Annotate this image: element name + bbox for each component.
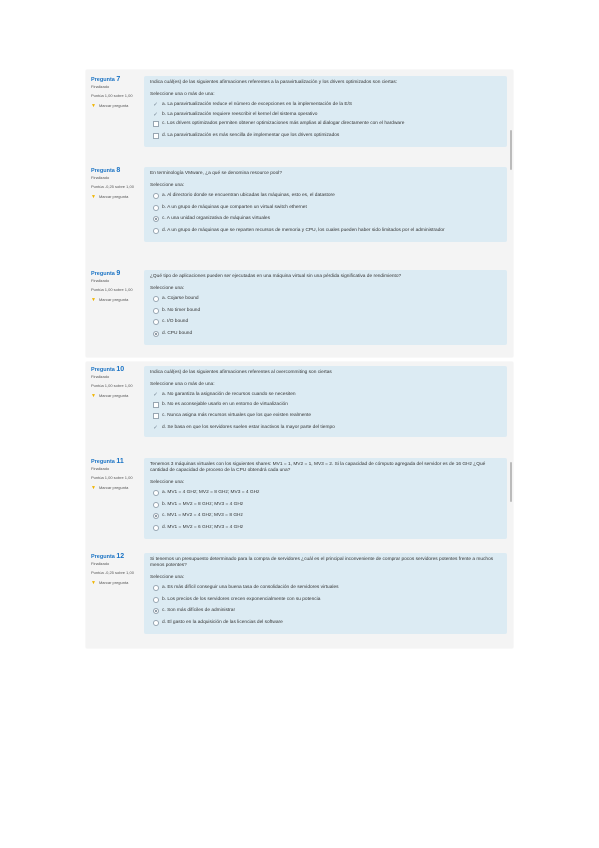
question-text: Indica cuál(es) de las siguientes afirmaciones referentes a la paravirtualización y los drivers optimizados son ciertas: bbox=[150, 80, 398, 85]
question-state: Finalizado bbox=[91, 175, 110, 180]
answer-option[interactable] bbox=[150, 400, 501, 412]
answer-option-label: b. No es aconsejable usarlo en un entorno de virtualización bbox=[162, 401, 288, 407]
question-number: Pregunta 12 bbox=[91, 553, 125, 560]
flag-question-link[interactable]: ▼ Marcar pregunta bbox=[91, 580, 129, 586]
radio-icon[interactable] bbox=[152, 597, 159, 605]
question-number: Pregunta 11 bbox=[91, 458, 124, 465]
question-content bbox=[144, 366, 507, 437]
answer-options bbox=[150, 191, 501, 237]
answer-option-label: a. Es más difícil conseguir una buena tasa de consolidación de servidores virtuales bbox=[162, 585, 339, 591]
radio-icon[interactable] bbox=[152, 296, 159, 304]
screenshot-panel-top bbox=[86, 70, 513, 357]
answer-option-label: b. MV1 = MV2 = 8 GHz; MV3 = 4 GHz bbox=[162, 501, 244, 507]
scrollbar[interactable] bbox=[510, 462, 512, 502]
answer-option[interactable] bbox=[150, 294, 501, 306]
question-text: Tenemos 3 máquinas virtuales con los siguientes shares: MV1 = 1, MV2 = 1, MV3 = 2. Si la capacidad de cómputo agregada del servidor es de 16 GHz ¿Qué cantidad de capacidad de proceso de la CPU obtendrá cada una? bbox=[150, 462, 486, 474]
question-score: Puntúa 1,00 sobre 1,00 bbox=[91, 475, 133, 480]
checkbox-icon[interactable] bbox=[152, 133, 159, 141]
answer-option-label: d. A un grupo de máquinas que se reparten recursos de memoria y CPU, los cuales pueden haber sido limitados por el administrador bbox=[162, 227, 445, 233]
answer-option[interactable] bbox=[150, 203, 501, 215]
checkbox-icon[interactable] bbox=[152, 425, 159, 431]
answer-option[interactable] bbox=[150, 226, 501, 238]
answer-option[interactable] bbox=[150, 595, 501, 607]
answer-option-label: d. El gasto en la adquisición de las licencias del software bbox=[162, 619, 283, 625]
question-info bbox=[91, 366, 143, 399]
question-content bbox=[144, 458, 507, 539]
screenshot-panel-bottom bbox=[86, 362, 513, 648]
answer-option-label: d. Se basa en que los servidores suelen estar inactivos la mayor parte del tiempo bbox=[162, 424, 335, 430]
flag-question-link[interactable]: ▼ Marcar pregunta bbox=[91, 103, 129, 109]
answer-option[interactable] bbox=[150, 131, 501, 143]
flag-icon: ▼ bbox=[91, 103, 96, 109]
question-score: Puntúa 1,00 sobre 1,00 bbox=[91, 383, 133, 388]
answer-option[interactable] bbox=[150, 100, 501, 110]
radio-icon[interactable] bbox=[152, 513, 159, 521]
answer-option-label: d. MV1 = MV2 = 6 GHz; MV3 = 4 GHz bbox=[162, 524, 244, 530]
question-content bbox=[144, 553, 507, 634]
radio-icon[interactable] bbox=[152, 216, 159, 224]
question-content bbox=[144, 76, 507, 147]
flag-icon: ▼ bbox=[91, 580, 96, 586]
radio-icon[interactable] bbox=[152, 331, 159, 339]
flag-icon: ▼ bbox=[91, 297, 96, 303]
radio-icon[interactable] bbox=[152, 319, 159, 327]
answer-option[interactable] bbox=[150, 329, 501, 341]
radio-icon[interactable] bbox=[152, 490, 159, 498]
answer-option[interactable] bbox=[150, 488, 501, 500]
question-info bbox=[91, 167, 143, 200]
flag-question-link[interactable]: ▼ Marcar pregunta bbox=[91, 194, 129, 200]
answer-prompt: Seleccione una: bbox=[150, 575, 185, 581]
answer-option-label: d. La paravirtualización es más sencilla de implementar que los drivers optimizados bbox=[162, 132, 340, 138]
question-info bbox=[91, 458, 143, 491]
question-info bbox=[91, 553, 143, 586]
answer-prompt: Seleccione una o más de una: bbox=[150, 382, 215, 388]
answer-option[interactable] bbox=[150, 317, 501, 329]
question-text: En terminología VMware, ¿a qué se denomina resource pool? bbox=[150, 171, 282, 176]
radio-icon[interactable] bbox=[152, 193, 159, 201]
answer-option[interactable] bbox=[150, 423, 501, 433]
answer-option-label: c. Nunca asigna más recursos virtuales que los que existen realmente bbox=[162, 413, 312, 419]
flag-question-link[interactable]: ▼ Marcar pregunta bbox=[91, 485, 129, 491]
answer-option[interactable] bbox=[150, 583, 501, 595]
answer-option-label: b. La paravirtualización requiere reescribir el kernel del sistema operativo bbox=[162, 111, 318, 117]
checkbox-icon[interactable] bbox=[152, 413, 159, 421]
question-state: Finalizado bbox=[91, 278, 110, 283]
answer-option[interactable] bbox=[150, 110, 501, 120]
question-state: Finalizado bbox=[91, 466, 110, 471]
checkbox-icon[interactable] bbox=[152, 112, 159, 118]
radio-icon[interactable] bbox=[152, 525, 159, 533]
question-info bbox=[91, 270, 143, 303]
checkbox-icon[interactable] bbox=[152, 121, 159, 129]
answer-option-label: a. La paravirtualización reduce el número de excepciones en la implementación de la E/S bbox=[162, 102, 353, 107]
answer-option[interactable] bbox=[150, 306, 501, 318]
answer-option-label: c. MV1 = MV2 = 4 GHz; MV3 = 8 GHz bbox=[162, 513, 243, 519]
question-state: Finalizado bbox=[91, 561, 110, 566]
question-number: Pregunta 7 bbox=[91, 76, 121, 83]
answer-options bbox=[150, 488, 501, 534]
answer-option[interactable] bbox=[150, 512, 501, 524]
answer-option[interactable] bbox=[150, 500, 501, 512]
answer-prompt: Seleccione una: bbox=[150, 286, 185, 292]
answer-option[interactable] bbox=[150, 191, 501, 203]
answer-option[interactable] bbox=[150, 119, 501, 131]
radio-icon[interactable] bbox=[152, 228, 159, 236]
answer-option[interactable] bbox=[150, 411, 501, 423]
radio-icon[interactable] bbox=[152, 620, 159, 628]
answer-option-label: b. Los precios de los servidores crecen exponencialmente con su potencia bbox=[162, 596, 321, 602]
radio-icon[interactable] bbox=[152, 502, 159, 510]
answer-option[interactable] bbox=[150, 214, 501, 226]
question-score: Puntúa 1,00 sobre 1,00 bbox=[91, 93, 133, 98]
question-score: Puntúa -0,25 sobre 1,00 bbox=[91, 570, 134, 575]
answer-option-label: b. A un grupo de máquinas que comparten un virtual switch ethernet bbox=[162, 204, 307, 210]
radio-icon[interactable] bbox=[152, 308, 159, 316]
answer-option-label: c. A una unidad organizativa de máquinas virtuales bbox=[162, 216, 270, 222]
question-number: Pregunta 8 bbox=[91, 167, 121, 174]
answer-options bbox=[150, 294, 501, 340]
answer-options bbox=[150, 583, 501, 629]
question-text: ¿Qué tipo de aplicaciones pueden ser ejecutadas en una máquina virtual sin una pérdida significativa de rendimiento? bbox=[150, 274, 402, 279]
radio-icon[interactable] bbox=[152, 608, 159, 616]
answer-option-label: b. No timer bound bbox=[162, 307, 201, 313]
question-number: Pregunta 9 bbox=[91, 270, 121, 277]
answer-option[interactable] bbox=[150, 607, 501, 619]
question-state: Finalizado bbox=[91, 374, 110, 379]
answer-options bbox=[150, 390, 501, 432]
answer-option-label: c. Son más difíciles de administrar bbox=[162, 608, 236, 614]
answer-prompt: Seleccione una: bbox=[150, 183, 185, 189]
question-content bbox=[144, 270, 507, 345]
flag-icon: ▼ bbox=[91, 485, 96, 491]
flag-question-link[interactable]: ▼ Marcar pregunta bbox=[91, 393, 129, 399]
radio-icon[interactable] bbox=[152, 585, 159, 593]
answer-option-label: a. No garantiza la asignación de recursos cuando se necesiten bbox=[162, 392, 296, 397]
question-info bbox=[91, 76, 143, 109]
checkbox-icon[interactable] bbox=[152, 102, 159, 108]
checkbox-icon[interactable] bbox=[152, 392, 159, 398]
answer-option[interactable] bbox=[150, 523, 501, 535]
radio-icon[interactable] bbox=[152, 205, 159, 213]
question-state: Finalizado bbox=[91, 84, 110, 89]
question-content bbox=[144, 167, 507, 242]
question-score: Puntúa -0,25 sobre 1,00 bbox=[91, 184, 134, 189]
answer-option-label: a. MV1 = 4 GHz; MV2 = 8 GHz; MV3 = 4 GHz bbox=[162, 490, 260, 496]
flag-icon: ▼ bbox=[91, 194, 96, 200]
scrollbar[interactable] bbox=[510, 130, 512, 170]
answer-option-label: a. Cojarse bound bbox=[162, 296, 199, 301]
answer-option-label: c. Los drivers optimizados permiten obtener optimizaciones más amplias al dialogar directamente con el hardware bbox=[162, 121, 405, 127]
answer-prompt: Seleccione una o más de una: bbox=[150, 92, 215, 98]
flag-icon: ▼ bbox=[91, 393, 96, 399]
answer-option-label: c. I/O bound bbox=[162, 319, 189, 325]
answer-prompt: Seleccione una: bbox=[150, 480, 185, 486]
answer-option[interactable] bbox=[150, 618, 501, 630]
answer-option-label: a. Al directorio donde se encuentran ubicadas las máquinas, esto es, el datastore bbox=[162, 193, 335, 198]
answer-option[interactable] bbox=[150, 390, 501, 400]
question-text: Si tenemos un presupuesto determinado para la compra de servidores ¿cuál es el principal inconveniente de comprar pocos servidores potentes frente a muchos menos potentes? bbox=[150, 557, 494, 569]
question-score: Puntúa 1,00 sobre 1,00 bbox=[91, 287, 133, 292]
question-number: Pregunta 10 bbox=[91, 366, 125, 373]
answer-option-label: d. CPU bound bbox=[162, 330, 193, 336]
flag-question-link[interactable]: ▼ Marcar pregunta bbox=[91, 297, 129, 303]
checkbox-icon[interactable] bbox=[152, 402, 159, 410]
question-text: Indica cuál(es) de las siguientes afirmaciones referentes al overcommiting son ciertas bbox=[150, 370, 332, 375]
answer-options bbox=[150, 100, 501, 142]
